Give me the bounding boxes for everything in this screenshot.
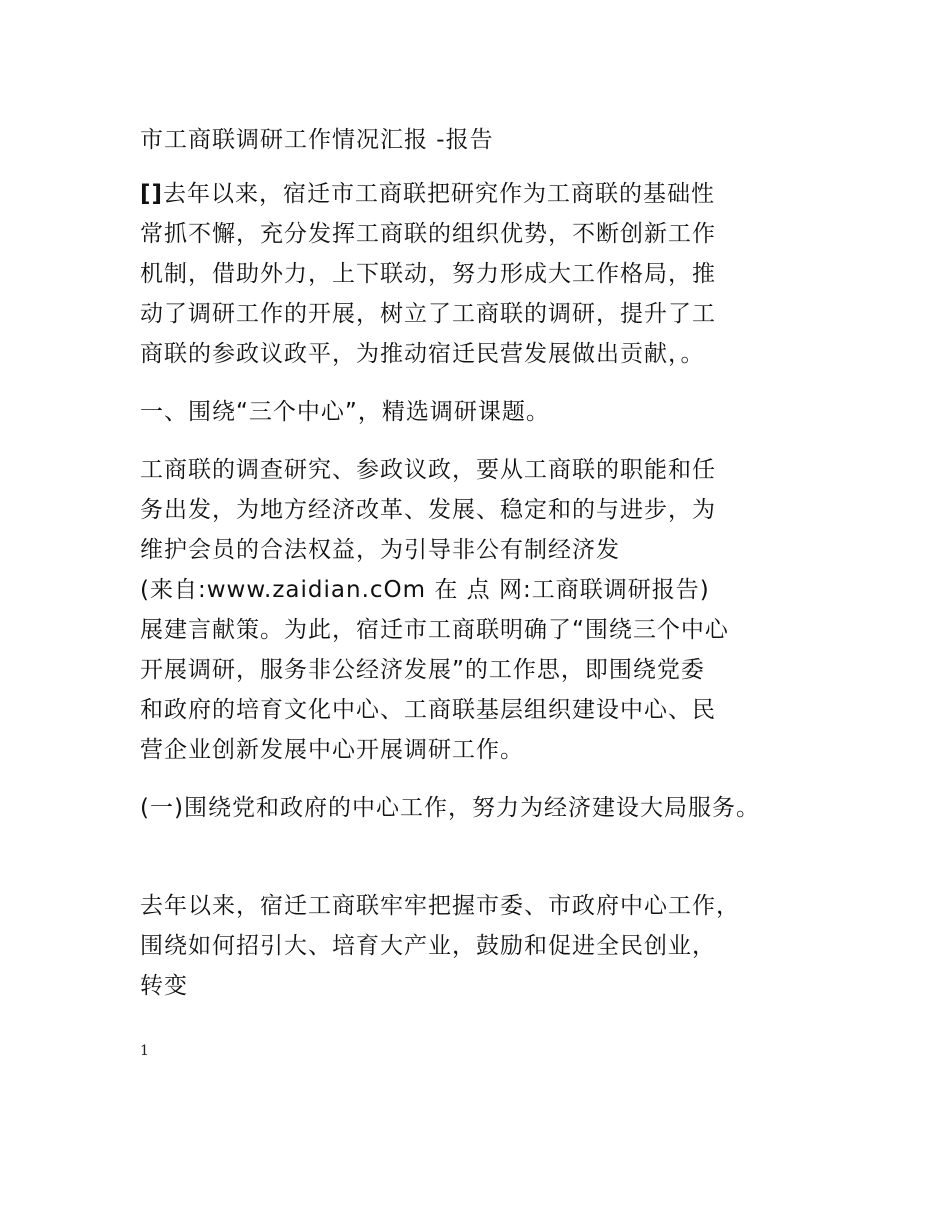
paragraph-line: 营企业创新发展中心开展调研工作。 [140, 737, 524, 763]
page-number: 1 [140, 1043, 149, 1059]
paragraph-line [140, 174, 830, 214]
paragraph-line: 围绕如何招引大、培育大产业，鼓励和促进全民创业， [140, 933, 716, 959]
paragraph-gap [140, 846, 830, 886]
paragraph-line: 机制，借助外力，上下联动，努力形成大工作格局，推 [140, 261, 716, 287]
paragraph-line: 和政府的培育文化中心、工商联基层组织建设中心、民 [140, 697, 716, 723]
source-note: (来自:www.zaidian.cOm 在 点 网:工商联调研报告) [140, 577, 710, 603]
bracket-prefix: [] [140, 181, 164, 207]
source-note-line [140, 570, 830, 610]
subsection-heading-text: (一)围绕党和政府的中心工作，努力为经济建设大局服务。 [140, 795, 760, 821]
paragraph-line: 工商联的调查研究、参政议政，要从工商联的职能和任 [140, 457, 716, 483]
subsection-heading-one [140, 788, 830, 828]
section-heading-one [140, 392, 830, 432]
paragraph-line: 去年以来，宿迁工商联牢牢把握市委、市政府中心工作， [140, 893, 740, 919]
paragraph-line: 动了调研工作的开展，树立了工商联的调研，提升了工 [140, 301, 716, 327]
paragraph-line: 商联的参政议政平，为推动宿迁民营发展做出贡献，。 [140, 341, 705, 367]
document-content [140, 120, 830, 1024]
paragraph-last [140, 886, 830, 1006]
paragraph-intro [140, 174, 830, 374]
document-title: 市工商联调研工作情况汇报 -报告 [140, 127, 494, 153]
paragraph-line: 常抓不懈，充分发挥工商联的组织优势，不断创新工作 [140, 221, 716, 247]
paragraph-line: 务出发，为地方经济改革、发展、稳定和的与进步，为 [140, 497, 716, 523]
paragraph-line: 转变 [140, 973, 188, 999]
paragraph-line: 维护会员的合法权益，为引导非公有制经济发 [140, 537, 620, 563]
paragraph-line: 开展调研，服务非公经济发展”的工作思，即围绕党委 [140, 657, 705, 683]
section-heading-text: 一、围绕“三个中心”，精选调研课题。 [140, 399, 550, 425]
paragraph-line-text: 去年以来，宿迁市工商联把研究作为工商联的基础性 [163, 181, 716, 207]
paragraph-line: 展建言献策。为此，宿迁市工商联明确了“围绕三个中心 [140, 617, 729, 643]
paragraph-research [140, 450, 830, 770]
